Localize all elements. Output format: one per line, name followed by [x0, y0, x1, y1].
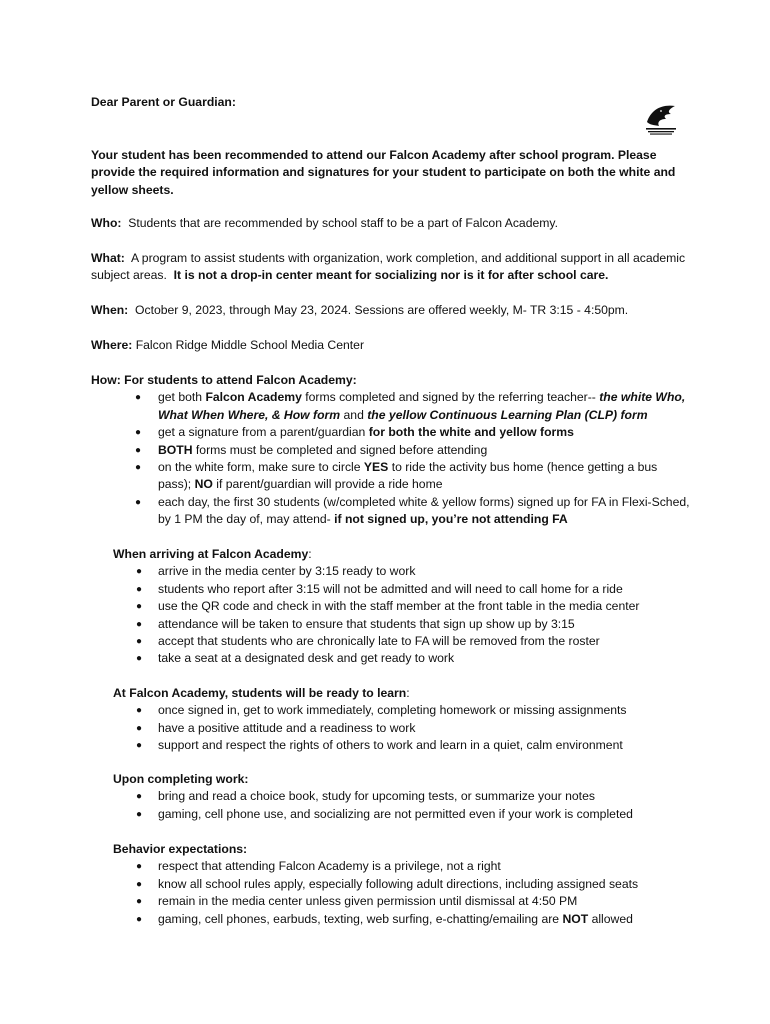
list-item: ● bring and read a choice book, study for upcoming tests, or summarize your notes: [113, 788, 683, 805]
completing-section: [113, 771, 683, 823]
behavior-heading: Behavior expectations:: [113, 842, 248, 856]
list-item: ● attendance will be taken to ensure that students that sign up show up by 3:15: [113, 616, 683, 633]
list-item: ● accept that students who are chronically late to FA will be removed from the roster: [113, 633, 683, 650]
intro-paragraph: Your student has been recommended to attend our Falcon Academy after school program. Please provide the required information and signatures for your student to participate on both the white and yellow sheets.: [91, 148, 676, 197]
list-item: ● gaming, cell phone use, and socializing are not permitted even if your work is completed: [113, 806, 683, 823]
list-item: ● on the white form, make sure to circle YES to ride the activity bus home (hence getting a bus pass); NO if parent/guardian will provide a ride home: [91, 459, 691, 494]
salutation: Dear Parent or Guardian:: [91, 95, 236, 109]
when-label: When:: [91, 303, 129, 317]
what-bold-text: It is not a drop-in center meant for socializing nor is it for after school care.: [173, 268, 609, 283]
where-text: Falcon Ridge Middle School Media Center: [135, 338, 364, 352]
who-label: Who:: [91, 216, 122, 230]
list-item: ● get a signature from a parent/guardian for both the white and yellow forms: [91, 424, 691, 441]
completing-heading: Upon completing work:: [113, 772, 249, 786]
behavior-list: [113, 858, 683, 928]
what-paragraph: [91, 250, 691, 285]
where-paragraph: [91, 337, 691, 354]
list-item: ● arrive in the media center by 3:15 ready to work: [113, 563, 683, 580]
list-item: ● know all school rules apply, especially following adult directions, including assigned seats: [113, 876, 683, 893]
list-item: ● use the QR code and check in with the staff member at the front table in the media center: [113, 598, 683, 615]
list-item: ● remain in the media center unless given permission until dismissal at 4:50 PM: [113, 893, 683, 910]
what-text: A program to assist students with organization, work completion, and additional support in all academic subject areas.: [91, 251, 686, 283]
list-item: ● students who report after 3:15 will not be admitted and will need to call home for a ride: [113, 581, 683, 598]
behavior-section: [113, 841, 683, 928]
list-item: ● support and respect the rights of others to work and learn in a quiet, calm environment: [113, 737, 683, 754]
list-item: ● each day, the first 30 students (w/completed white & yellow forms) signed up for FA in Flexi-Sched, by 1 PM the day of, may attend- if not signed up, you’re not attending FA: [91, 494, 691, 529]
ready-heading: At Falcon Academy, students will be ready to learn: [113, 686, 407, 700]
ready-section: At Falcon Academy, students will be ready to learn: ● once signed in, get to work immediately, completing homework or missing assignments ● have a positive attitude and a readiness to work ● support and respect the rights of others to work and learn in a quiet, calm environment: [113, 685, 683, 755]
where-label: Where:: [91, 338, 133, 352]
list-item: ● get both Falcon Academy forms completed and signed by the referring teacher-- the white Who, What When Where, & How form and the yellow Continuous Learning Plan (CLP) form: [91, 389, 691, 424]
list-item: ● gaming, cell phones, earbuds, texting, web surfing, e-chatting/emailing are NOT allowed: [113, 911, 683, 928]
list-item: ● BOTH forms must be completed and signed before attending: [91, 442, 691, 459]
who-text: Students that are recommended by school staff to be a part of Falcon Academy.: [128, 216, 558, 230]
how-section: [91, 372, 691, 529]
list-item: ● once signed in, get to work immediately, completing homework or missing assignments: [113, 702, 683, 719]
arriving-heading: When arriving at Falcon Academy: [113, 547, 309, 561]
how-heading: How: For students to attend Falcon Academy:: [91, 373, 357, 387]
completing-list: [113, 788, 683, 823]
when-paragraph: [91, 302, 691, 319]
arriving-section: When arriving at Falcon Academy: ● arrive in the media center by 3:15 ready to work ● students who report after 3:15 will not be admitted and will need to call home for a ride ● use the QR code and check in with the staff member at the front table in the media center ● attendance will be taken to ensure that students that sign up show up by 3:15 ● accept that students who are chronically late to FA will be removed from the roster ● take a seat at a designated desk and get ready to work: [113, 546, 683, 668]
what-label: What:: [91, 251, 125, 265]
list-item: ● take a seat at a designated desk and get ready to work: [113, 650, 683, 667]
list-item: ● have a positive attitude and a readiness to work: [113, 720, 683, 737]
who-paragraph: [91, 215, 691, 232]
list-item: ● respect that attending Falcon Academy is a privilege, not a right: [113, 858, 683, 875]
ready-list: [113, 702, 683, 754]
how-list: [91, 389, 691, 528]
arriving-list: [113, 563, 683, 667]
when-text: October 9, 2023, through May 23, 2024. Sessions are offered weekly, M- TR 3:15 - 4:50pm.: [135, 303, 629, 317]
